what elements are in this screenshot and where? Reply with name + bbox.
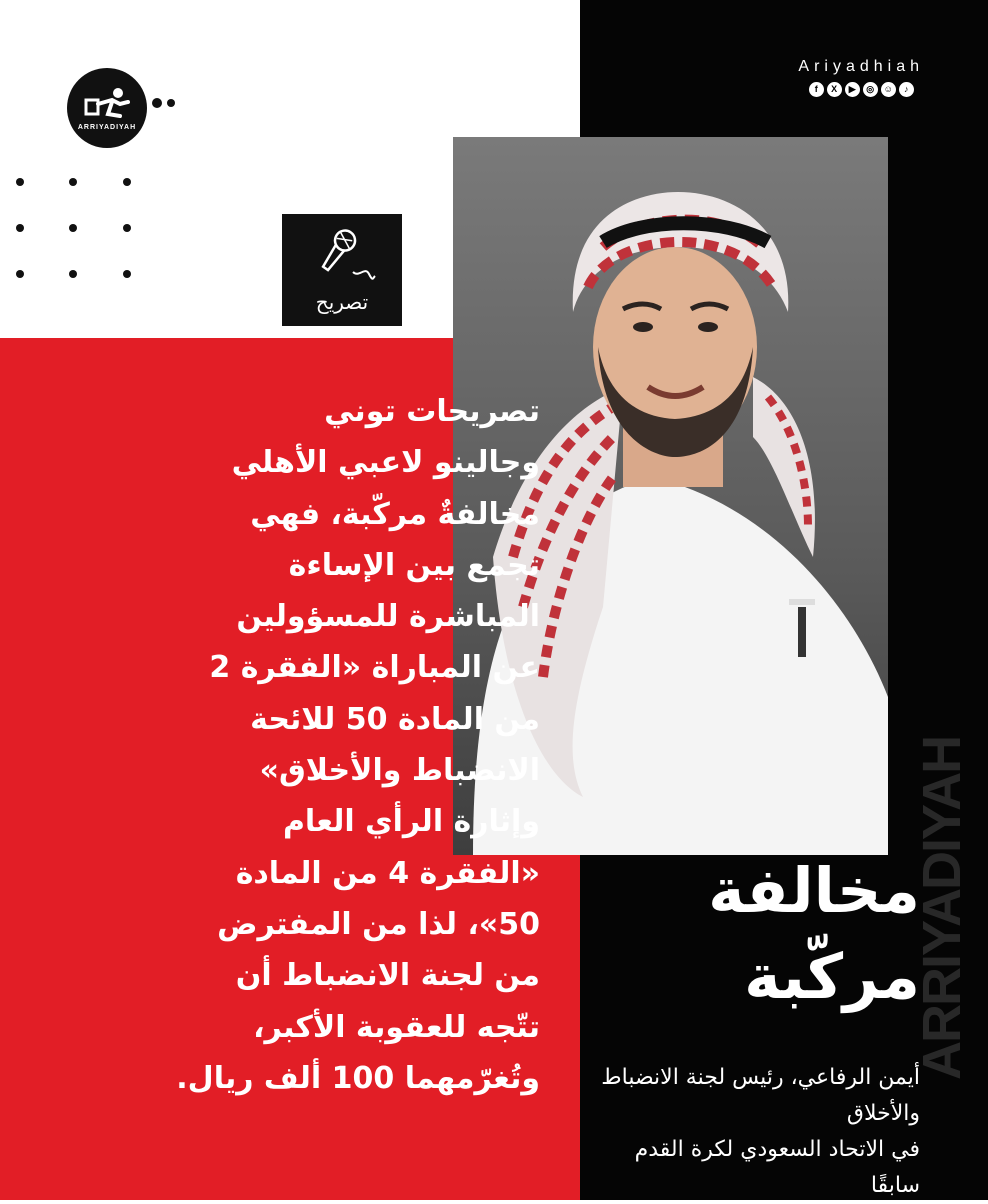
brand-header [798,58,924,97]
attribution-line-2: في الاتحاد السعودي لكرة القدم سابقًا [634,1137,920,1198]
youtube-icon[interactable]: ▶ [845,82,860,97]
decorative-dot-grid [16,178,146,278]
body-line: وتُغرّمهما 100 ألف ريال. [176,1060,540,1096]
logo-dots [152,98,175,108]
body-line: من المادة 50 للائحة [250,701,540,737]
body-line: المباشرة للمسؤولين [236,599,540,635]
brand-name: Ariyadhiah [798,58,924,75]
snapchat-icon[interactable]: ☺ [881,82,896,97]
body-line: من لجنة الانضباط أن [235,958,540,994]
statement-badge [282,214,402,326]
body-line: 50»، لذا من المفترض [217,906,540,942]
tiktok-icon[interactable]: ♪ [899,82,914,97]
x-icon[interactable]: X [827,82,842,97]
body-line: تتّجه للعقوبة الأكبر، [253,1009,540,1045]
body-line: الانضباط والأخلاق» [259,753,540,789]
body-line: وإثارة الرأي العام [282,804,540,840]
statement-body [40,386,540,1104]
body-line: تجمع بين الإساءة [288,547,540,583]
facebook-icon[interactable]: f [809,82,824,97]
body-line: مخالفةٌ مركّبة، فهي [250,496,540,532]
brand-logo [67,68,147,148]
logo-text: ARRIYADIYAH [77,123,137,131]
headline-line-2: مركّبة [744,940,920,1013]
instagram-icon[interactable]: ◎ [863,82,878,97]
body-line: وجالينو لاعبي الأهلي [231,445,540,481]
attribution-line-1: أيمن الرفاعي، رئيس لجنة الانضباط والأخلاق [601,1065,920,1126]
badge-label: تصريح [315,290,369,314]
body-line: عن المباراة «الفقرة 2 [209,650,540,686]
speaker-attribution [600,1060,920,1204]
body-line: تصريحات توني [324,394,540,429]
watermark-text: ARRIYADIYAH [912,736,972,1080]
social-icons [798,82,924,97]
headline-line-1: مخالفة [708,854,920,927]
runner-icon [84,86,130,120]
microphone-icon [307,226,377,286]
headline [600,848,920,1020]
body-line: «الفقرة 4 من المادة [235,855,540,891]
